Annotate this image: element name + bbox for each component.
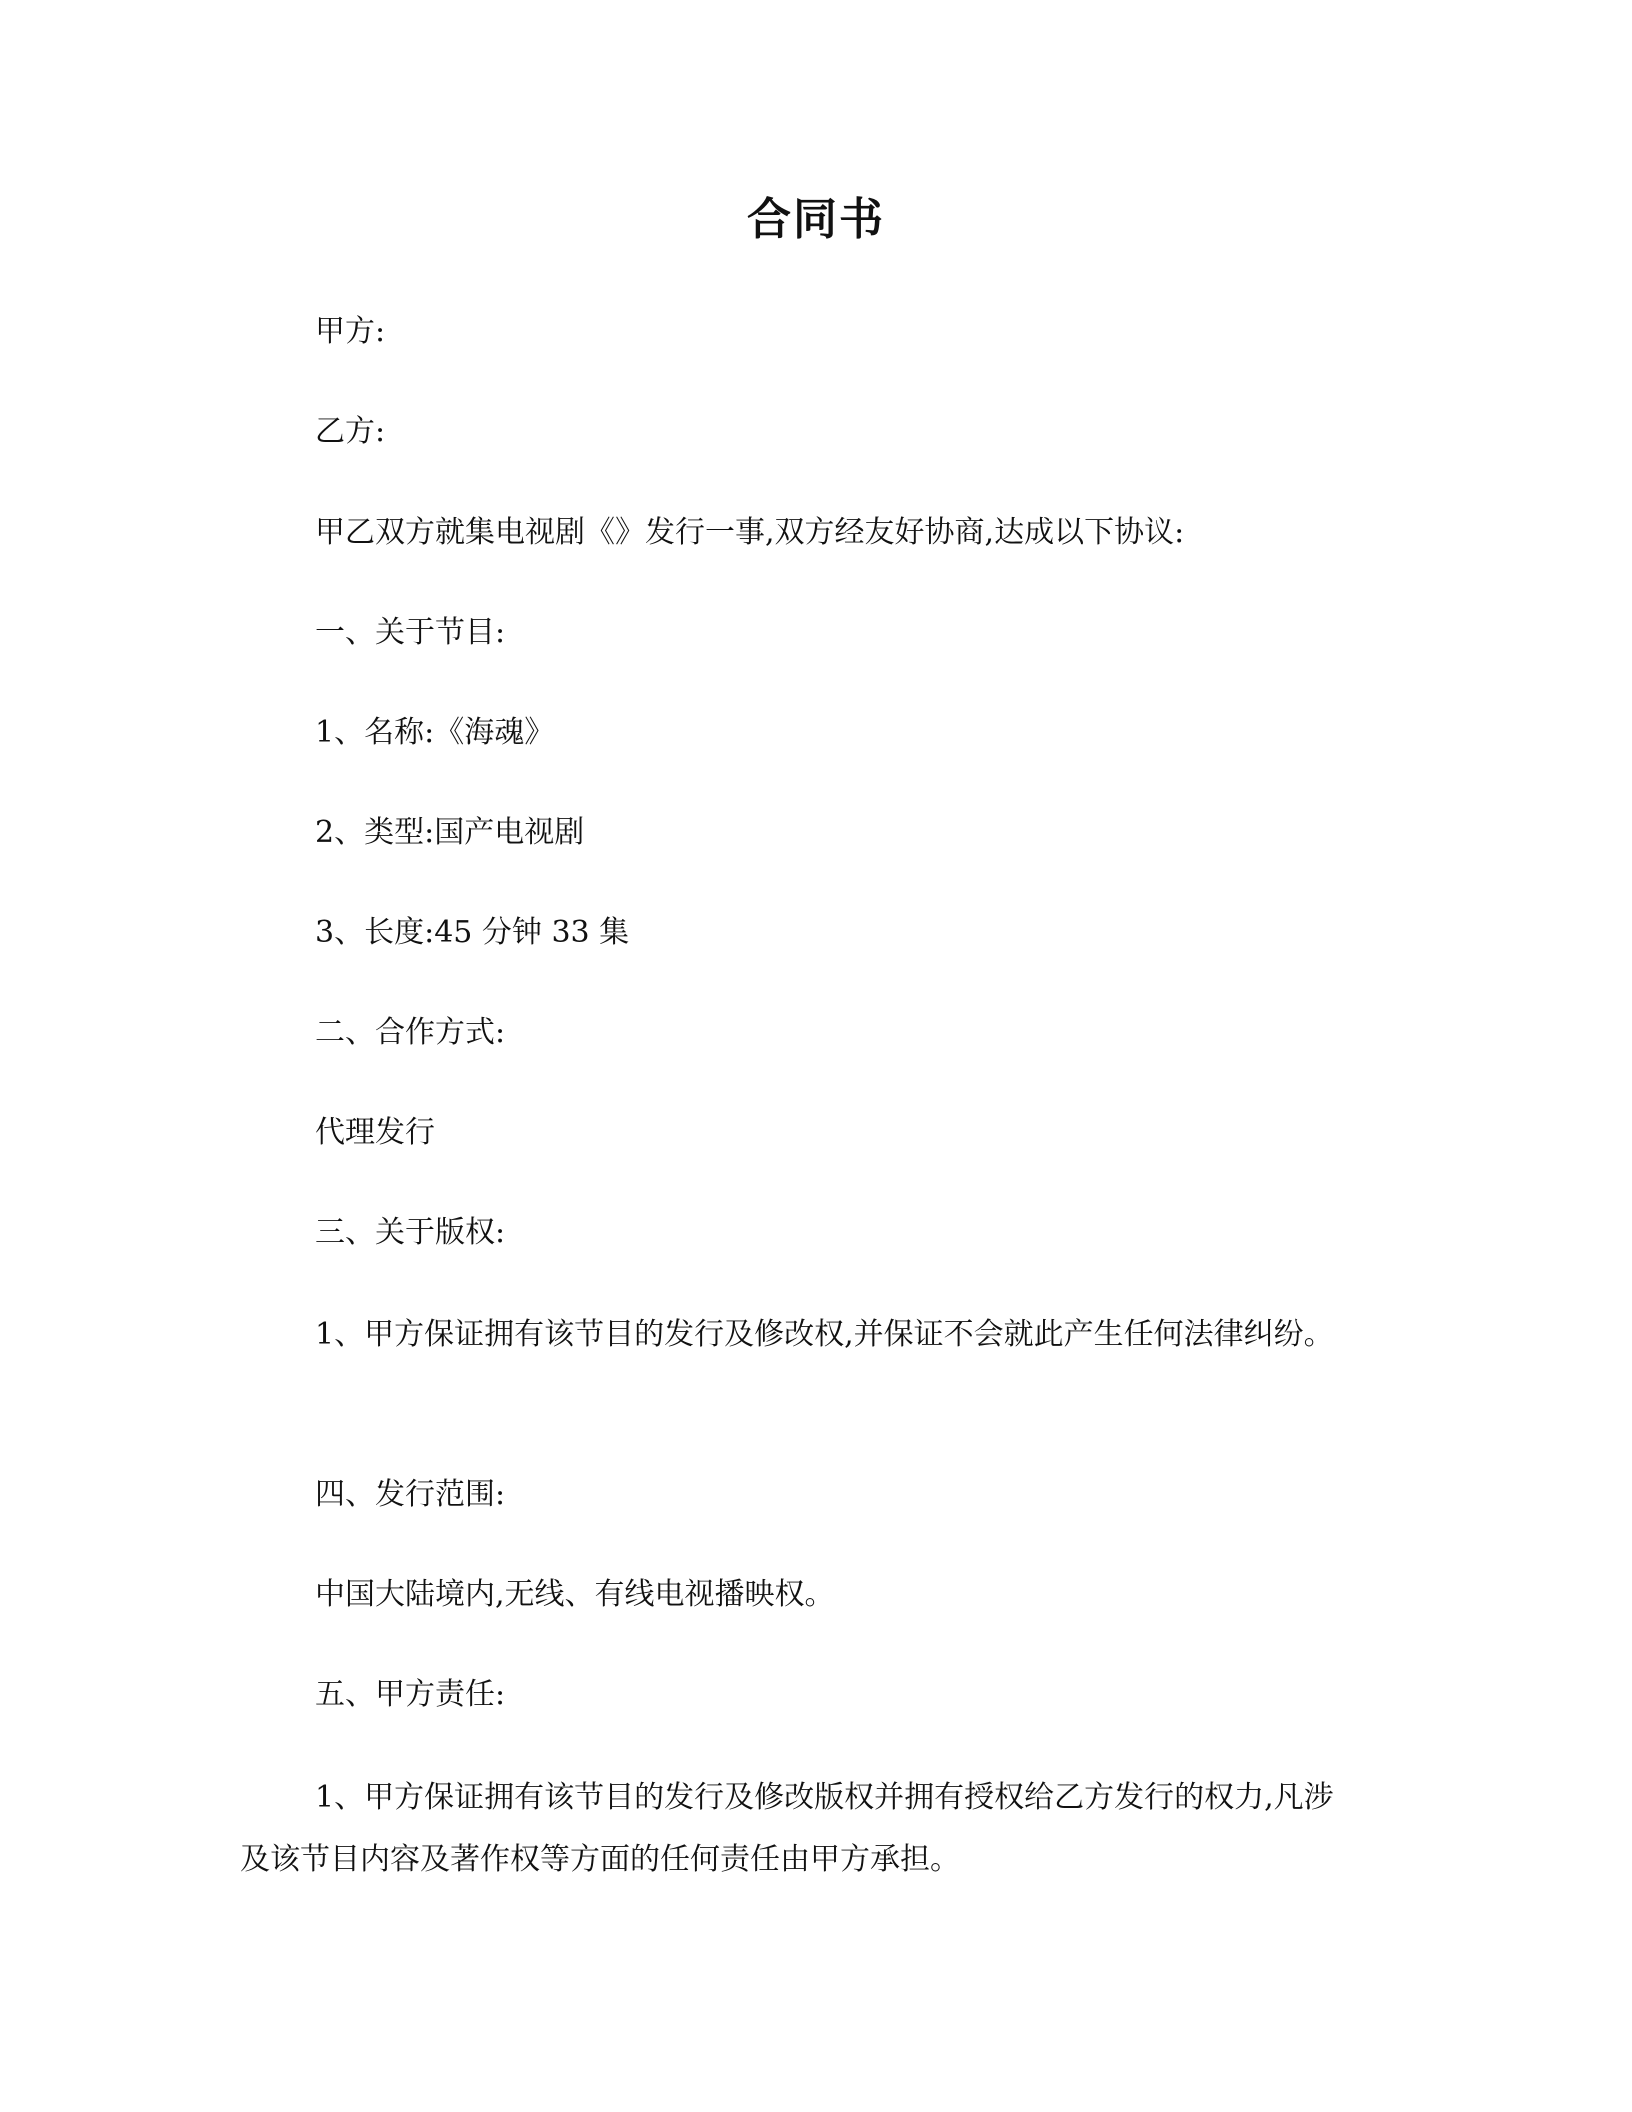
party-a-label: 甲方:: [315, 314, 386, 349]
section-1-heading: 一、关于节目:: [315, 615, 506, 650]
party-b-label: 乙方:: [315, 414, 386, 449]
section-2-heading: 二、合作方式:: [315, 1015, 506, 1050]
document-title: 合同书: [747, 194, 885, 245]
section-5-heading: 五、甲方责任:: [315, 1677, 506, 1712]
section-3-heading: 三、关于版权:: [315, 1215, 506, 1250]
section-1-item-type: 2、类型:国产电视剧: [315, 815, 585, 850]
section-1-item-length: 3、长度:45 分钟 33 集: [315, 915, 630, 950]
section-5-item-1: 1、甲方保证拥有该节目的发行及修改版权并拥有授权给乙方发行的权力,凡涉及该节目内容及著作权等方面的任何责任由甲方承担。: [240, 1780, 1334, 1877]
section-4-heading: 四、发行范围:: [315, 1477, 506, 1512]
section-2-body: 代理发行: [315, 1115, 435, 1150]
section-1-item-name: 1、名称:《海魂》: [315, 715, 555, 750]
section-3-item-1: 1、甲方保证拥有该节目的发行及修改权,并保证不会就此产生任何法律纠纷。: [315, 1317, 1334, 1352]
intro-paragraph: 甲乙双方就集电视剧《》发行一事,双方经友好协商,达成以下协议:: [315, 515, 1185, 550]
section-4-body: 中国大陆境内,无线、有线电视播映权。: [315, 1577, 835, 1612]
